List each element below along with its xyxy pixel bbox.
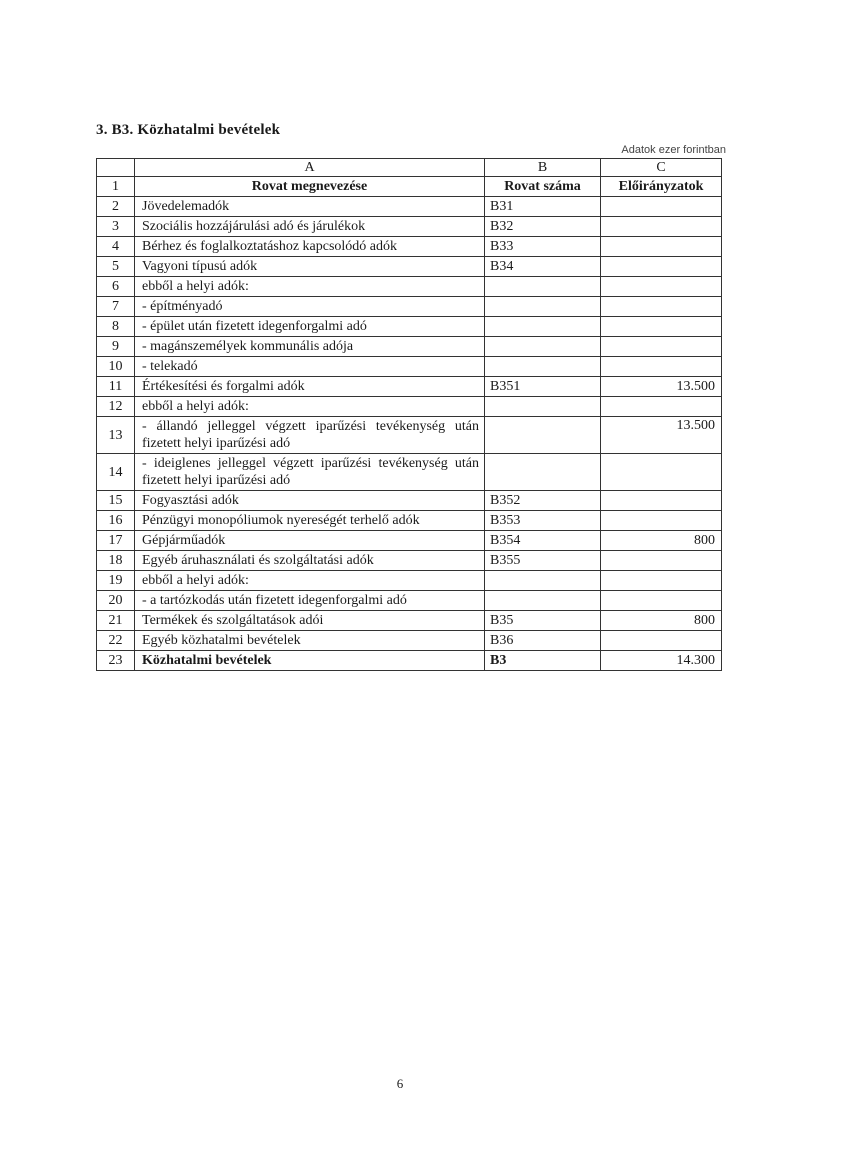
row-name: Fogyasztási adók	[135, 491, 485, 511]
row-name: Jövedelemadók	[135, 197, 485, 217]
row-value	[601, 454, 722, 491]
row-code	[485, 571, 601, 591]
row-value	[601, 571, 722, 591]
header-code: Rovat száma	[485, 177, 601, 197]
row-number: 15	[97, 491, 135, 511]
row-number: 9	[97, 337, 135, 357]
page-title: 3. B3. Közhatalmi bevételek	[96, 122, 281, 138]
row-name: - a tartózkodás után fizetett idegenforgalmi adó	[135, 591, 485, 611]
header-name: Rovat megnevezése	[135, 177, 485, 197]
row-code	[485, 357, 601, 377]
table-row	[97, 197, 722, 217]
row-name: Bérhez és foglalkoztatáshoz kapcsolódó adók	[135, 237, 485, 257]
column-letter	[97, 159, 135, 177]
table-row	[97, 491, 722, 511]
row-name: - magánszemélyek kommunális adója	[135, 337, 485, 357]
row-code: B352	[485, 491, 601, 511]
row-number: 21	[97, 611, 135, 631]
row-name: - épület után fizetett idegenforgalmi adó	[135, 317, 485, 337]
header-value: Előirányzatok	[601, 177, 722, 197]
row-value: 800	[601, 611, 722, 631]
table-row	[97, 257, 722, 277]
table-row	[97, 417, 722, 454]
row-code	[485, 297, 601, 317]
row-name: ebből a helyi adók:	[135, 277, 485, 297]
row-code	[485, 337, 601, 357]
row-name: Közhatalmi bevételek	[135, 651, 485, 671]
row-value	[601, 357, 722, 377]
row-number: 3	[97, 217, 135, 237]
table-row	[97, 277, 722, 297]
row-number: 16	[97, 511, 135, 531]
row-name: Egyéb közhatalmi bevételek	[135, 631, 485, 651]
table-row	[97, 591, 722, 611]
row-number: 10	[97, 357, 135, 377]
row-number: 23	[97, 651, 135, 671]
row-value	[601, 397, 722, 417]
row-number: 5	[97, 257, 135, 277]
row-number: 20	[97, 591, 135, 611]
table-row	[97, 337, 722, 357]
row-code	[485, 454, 601, 491]
row-code: B33	[485, 237, 601, 257]
row-value	[601, 511, 722, 531]
row-value: 13.500	[601, 417, 722, 454]
row-number: 12	[97, 397, 135, 417]
row-name: ebből a helyi adók:	[135, 397, 485, 417]
row-number: 19	[97, 571, 135, 591]
row-number: 8	[97, 317, 135, 337]
table-row	[97, 217, 722, 237]
row-value	[601, 257, 722, 277]
row-name: Vagyoni típusú adók	[135, 257, 485, 277]
column-letter: C	[601, 159, 722, 177]
row-number: 1	[97, 177, 135, 197]
table-row	[97, 237, 722, 257]
row-value	[601, 197, 722, 217]
row-name: - építményadó	[135, 297, 485, 317]
row-number: 13	[97, 417, 135, 454]
row-value	[601, 337, 722, 357]
row-name: Értékesítési és forgalmi adók	[135, 377, 485, 397]
table-row	[97, 511, 722, 531]
row-code: B355	[485, 551, 601, 571]
row-value	[601, 237, 722, 257]
row-number: 22	[97, 631, 135, 651]
row-code	[485, 397, 601, 417]
table-header-row	[97, 177, 722, 197]
row-number: 18	[97, 551, 135, 571]
table-row	[97, 551, 722, 571]
row-code	[485, 317, 601, 337]
table-row	[97, 571, 722, 591]
row-code: B354	[485, 531, 601, 551]
table-row	[97, 631, 722, 651]
row-name: Gépjárműadók	[135, 531, 485, 551]
row-value	[601, 591, 722, 611]
row-number: 7	[97, 297, 135, 317]
table-row	[97, 611, 722, 631]
unit-note: Adatok ezer forintban	[621, 144, 726, 156]
total-row	[97, 651, 722, 671]
table-row	[97, 531, 722, 551]
row-name: ebből a helyi adók:	[135, 571, 485, 591]
row-code: B36	[485, 631, 601, 651]
row-code	[485, 277, 601, 297]
row-name: Termékek és szolgáltatások adói	[135, 611, 485, 631]
table-row	[97, 357, 722, 377]
row-number: 14	[97, 454, 135, 491]
row-number: 11	[97, 377, 135, 397]
row-number: 17	[97, 531, 135, 551]
table-row	[97, 454, 722, 491]
row-value: 14.300	[601, 651, 722, 671]
row-name: - telekadó	[135, 357, 485, 377]
row-value: 13.500	[601, 377, 722, 397]
row-number: 2	[97, 197, 135, 217]
row-code: B32	[485, 217, 601, 237]
page-number: 6	[396, 1076, 404, 1091]
revenue-table	[96, 158, 722, 671]
row-code	[485, 591, 601, 611]
table-row	[97, 377, 722, 397]
row-name: - állandó jelleggel végzett iparűzési tevékenység után fizetett helyi iparűzési adó	[135, 417, 485, 454]
row-value	[601, 297, 722, 317]
row-number: 6	[97, 277, 135, 297]
column-letter: A	[135, 159, 485, 177]
row-value	[601, 317, 722, 337]
table-row	[97, 297, 722, 317]
row-name: - ideiglenes jelleggel végzett iparűzési tevékenység után fizetett helyi iparűzési adó	[135, 454, 485, 491]
row-value	[601, 491, 722, 511]
row-name: Egyéb áruhasználati és szolgáltatási adók	[135, 551, 485, 571]
row-value	[601, 217, 722, 237]
row-code	[485, 417, 601, 454]
row-value	[601, 277, 722, 297]
table-row	[97, 317, 722, 337]
row-code: B35	[485, 611, 601, 631]
row-code: B353	[485, 511, 601, 531]
row-name: Szociális hozzájárulási adó és járulékok	[135, 217, 485, 237]
table-row	[97, 397, 722, 417]
row-value	[601, 551, 722, 571]
row-code: B31	[485, 197, 601, 217]
row-name: Pénzügyi monopóliumok nyereségét terhelő adók	[135, 511, 485, 531]
row-value	[601, 631, 722, 651]
row-number: 4	[97, 237, 135, 257]
row-code: B3	[485, 651, 601, 671]
row-code: B351	[485, 377, 601, 397]
row-code: B34	[485, 257, 601, 277]
column-letter: B	[485, 159, 601, 177]
column-letter-row	[97, 159, 722, 177]
row-value: 800	[601, 531, 722, 551]
